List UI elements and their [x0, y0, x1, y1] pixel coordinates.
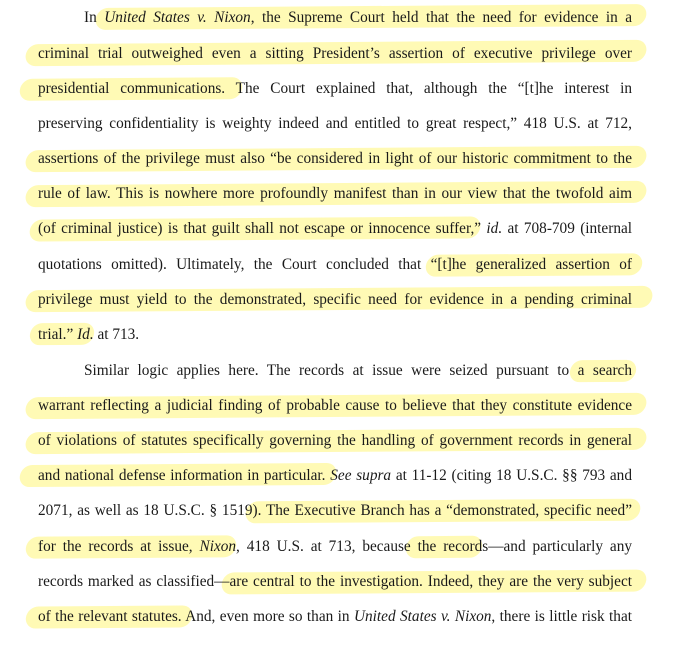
line-text: of violations of statutes specifically governing the handling of government records in general: [38, 432, 632, 449]
text-span: and national defense information in particular.: [38, 467, 331, 484]
case-name: Nixon: [199, 538, 237, 555]
line-text: [38, 607, 632, 627]
line-text: presidential communications. The Court explained that, although the “[t]he interest in: [38, 80, 632, 97]
text-span: trial.”: [38, 326, 78, 343]
line-text: [38, 325, 632, 345]
text-span: of the relevant statutes. And, even more so than in: [38, 608, 354, 625]
text-span: at 11-12 (citing 18 U.S.C. §§ 793 and: [391, 467, 632, 484]
line-text: [38, 537, 632, 557]
line-text: Similar logic applies here. The records at issue were seized pursuant to a search: [84, 362, 632, 379]
citation-signal: id.: [486, 220, 503, 237]
line-text: records marked as classified—are central to the investigation. Indeed, they are the very subject: [38, 573, 632, 590]
line-text: [38, 219, 632, 239]
line-text: [38, 466, 632, 486]
text-span: (of criminal justice) is that guilt shall not escape or innocence suffer,”: [38, 220, 487, 237]
citation-signal: See supra: [330, 467, 392, 484]
text-span: , the Supreme Court held that the need for evidence in a: [250, 9, 632, 26]
line-text: preserving confidentiality is weighty indeed and entitled to great respect,” 418 U.S. at 712,: [38, 115, 632, 132]
line-text: warrant reflecting a judicial finding of probable cause to believe that they constitute evidence: [38, 397, 632, 414]
case-name: United States v. Nixon: [353, 608, 492, 625]
line-text: 2071, as well as 18 U.S.C. § 1519). The Executive Branch has a “demonstrated, specific need”: [38, 502, 632, 519]
text-span: In: [84, 9, 105, 26]
line-text: [84, 8, 632, 28]
line-text: assertions of the privilege must also “be considered in light of our historic commitment to the: [38, 150, 632, 167]
text-span: at 708-709 (internal: [502, 220, 633, 237]
citation-signal: Id.: [77, 326, 94, 343]
text-span: for the records at issue,: [38, 538, 200, 555]
case-name: United States v. Nixon: [104, 9, 251, 26]
line-text: criminal trial outweighed even a sitting President’s assertion of executive privilege over: [38, 45, 632, 62]
line-text: rule of law. This is nowhere more profoundly manifest than in our view that the twofold aim: [38, 185, 632, 202]
text-span: , there is little risk that: [491, 608, 632, 625]
text-span: at 713.: [93, 326, 140, 343]
line-text: quotations omitted). Ultimately, the Court concluded that “[t]he generalized assertion of: [38, 256, 632, 273]
text-span: , 418 U.S. at 713, because the records—and particularly any: [236, 538, 632, 555]
line-text: privilege must yield to the demonstrated, specific need for evidence in a pending criminal: [38, 291, 632, 308]
